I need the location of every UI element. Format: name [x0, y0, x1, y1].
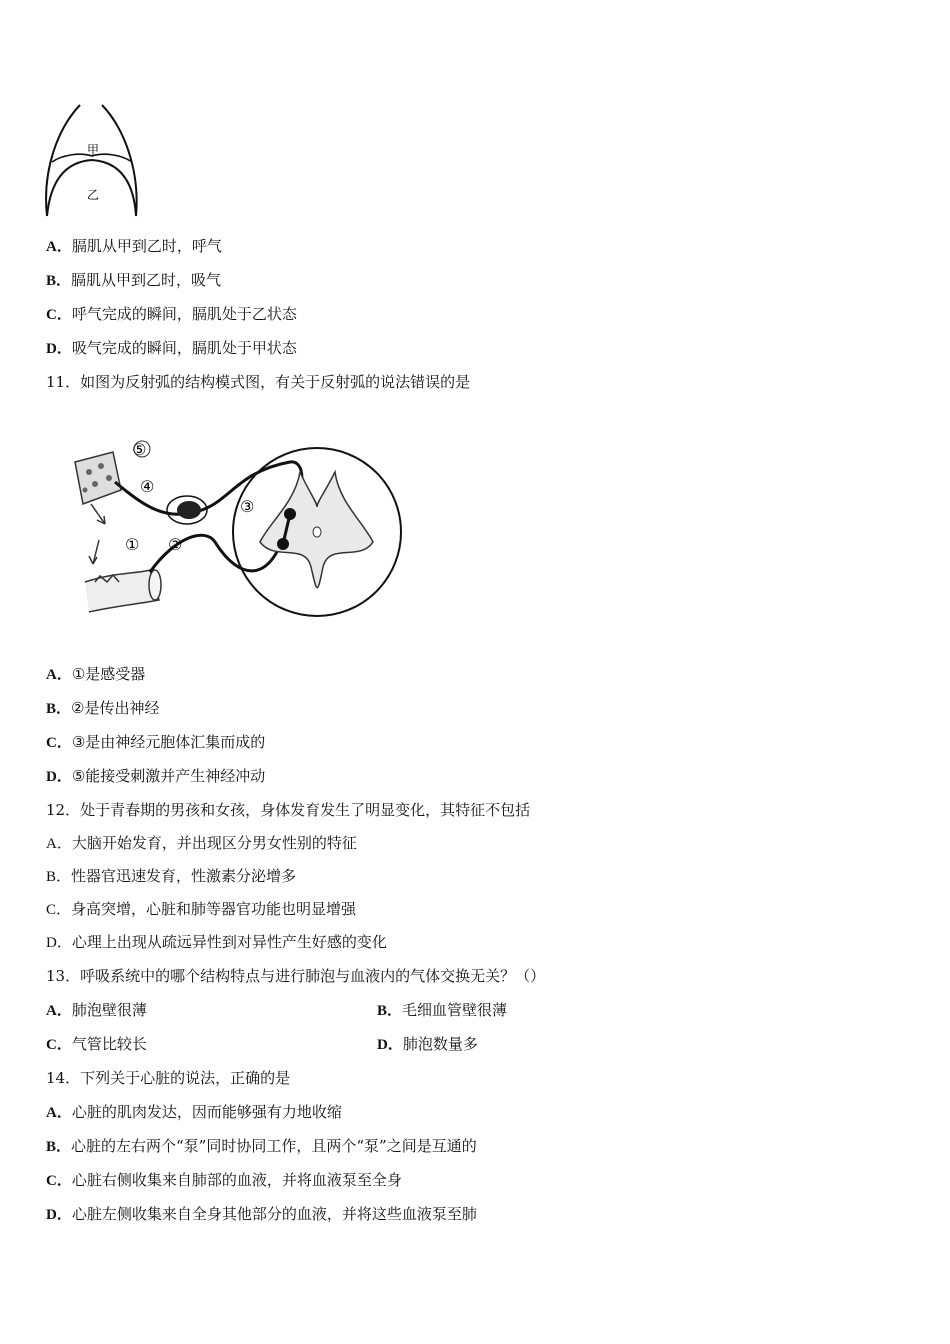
- q12-option-a: A．大脑开始发育，并出现区分男女性别的特征: [46, 836, 357, 852]
- diaphragm-diagram: [40, 100, 150, 225]
- q10-option-a: A．膈肌从甲到乙时，呼气: [46, 237, 222, 255]
- effector-muscle: [85, 570, 161, 612]
- label-5: ⑤: [132, 440, 147, 459]
- q11-option-d: D．⑤能接受刺激并产生神经冲动: [46, 767, 266, 785]
- diaphragm-label-bottom: 乙: [87, 188, 100, 202]
- q10-option-c: C．呼气完成的瞬间，膈肌处于乙状态: [46, 305, 297, 323]
- q11-stem: 11．如图为反射弧的结构模式图，有关于反射弧的说法错误的是: [46, 373, 471, 391]
- q12-option-b: B．性器官迅速发育，性激素分泌增多: [46, 869, 297, 885]
- q13-option-b: B．毛细血管壁很薄: [377, 1001, 508, 1019]
- q13-option-a: A．肺泡壁很薄: [46, 1001, 147, 1019]
- diaphragm-label-top: 甲: [87, 143, 100, 157]
- q11-option-c: C．③是由神经元胞体汇集而成的: [46, 733, 266, 751]
- spinal-ganglion: [177, 501, 201, 519]
- spinal-cord: [233, 448, 401, 616]
- q11-option-a: A．①是感受器: [46, 665, 146, 683]
- q10-option-d: D．吸气完成的瞬间，膈肌处于甲状态: [46, 339, 297, 357]
- label-1: ①: [125, 535, 140, 554]
- q13-stem: 13．呼吸系统中的哪个结构特点与进行肺泡与血液内的气体交换无关？（）: [46, 967, 546, 985]
- label-4: ④: [140, 477, 155, 496]
- reflex-arc-figure: [55, 432, 405, 622]
- receptor-skin: [75, 452, 121, 504]
- q14-option-d: D．心脏左侧收集来自全身其他部分的血液，并将这些血液泵至肺: [46, 1205, 477, 1223]
- q11-option-b: B．②是传出神经: [46, 699, 160, 717]
- q13-option-c: C．气管比较长: [46, 1035, 147, 1053]
- q13-option-d: D．肺泡数量多: [377, 1035, 478, 1053]
- q10-option-b: B．膈肌从甲到乙时，吸气: [46, 271, 222, 289]
- q14-option-a: A．心脏的肌肉发达，因而能够强有力地收缩: [46, 1103, 342, 1121]
- label-3: ③: [240, 497, 255, 516]
- q14-option-c: C．心脏右侧收集来自肺部的血液，并将血液泵至全身: [46, 1171, 402, 1189]
- q12-option-d: D．心理上出现从疏远异性到对异性产生好感的变化: [46, 935, 387, 951]
- reflex-arc-diagram: [55, 432, 405, 622]
- q12-stem: 12．处于青春期的男孩和女孩，身体发育发生了明显变化，其特征不包括: [46, 801, 531, 819]
- label-2: ②: [168, 535, 183, 554]
- q14-stem: 14．下列关于心脏的说法，正确的是: [46, 1069, 291, 1087]
- q14-option-b: B．心脏的左右两个“泵”同时协同工作，且两个“泵”之间是互通的: [46, 1137, 477, 1155]
- q12-option-c: C．身高突增，心脏和肺等器官功能也明显增强: [46, 902, 357, 918]
- diaphragm-figure: [40, 100, 150, 225]
